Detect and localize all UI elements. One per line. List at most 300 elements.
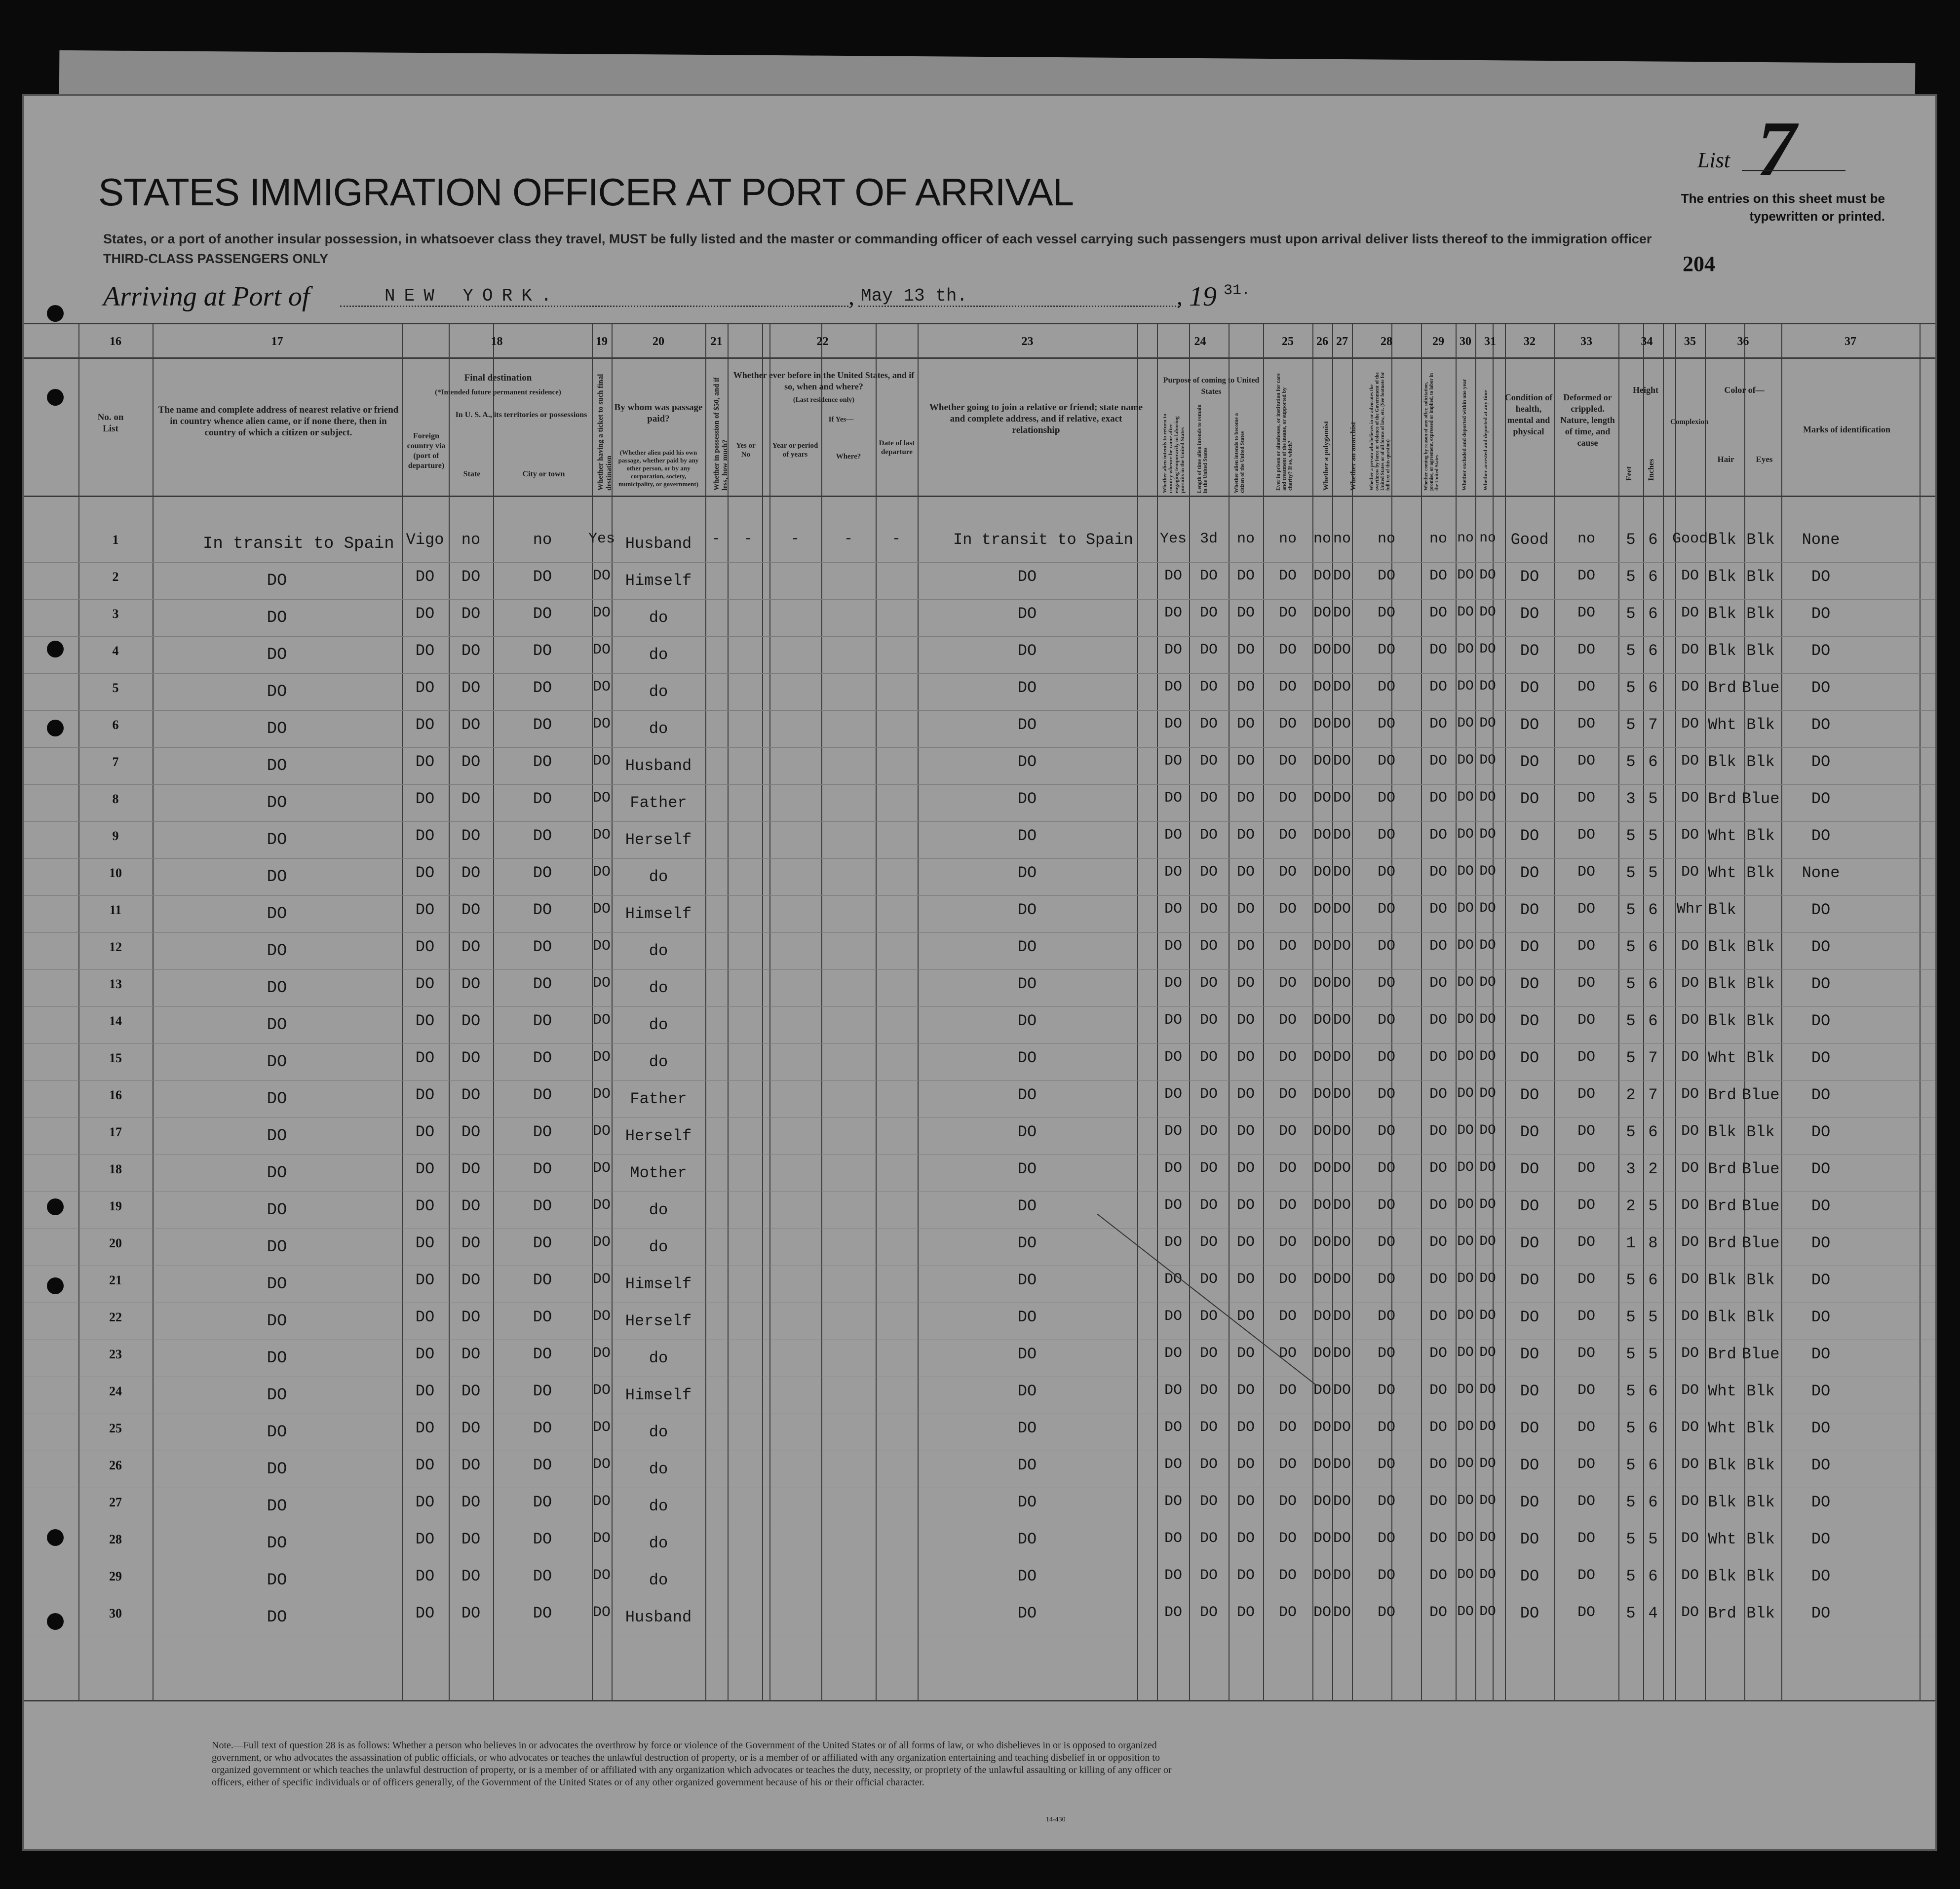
cell-p3: DO	[1236, 679, 1255, 695]
cell-in: 5	[1648, 790, 1658, 808]
cell-fc: DO	[415, 1012, 435, 1030]
cell-c26: DO	[1313, 1271, 1331, 1288]
cell-c29: DO	[1429, 1567, 1447, 1584]
cell-dfm: DO	[1577, 605, 1595, 621]
cell-c31: DO	[1479, 679, 1496, 694]
table-bottom-border	[24, 1700, 1935, 1701]
cell-tkt: DO	[592, 790, 611, 807]
cell-cmp: DO	[1681, 827, 1699, 844]
column-rule	[762, 323, 763, 1700]
cell-cmp: DO	[1681, 1493, 1699, 1510]
cell-join: DO	[1017, 716, 1037, 734]
cell-ft: 5	[1626, 679, 1636, 697]
cell-c29: DO	[1429, 568, 1447, 584]
cell-c31: DO	[1479, 1604, 1496, 1619]
cell-city: no	[533, 531, 552, 549]
cell-join: DO	[1017, 1160, 1037, 1178]
cell-c26: DO	[1313, 679, 1331, 695]
port-comma: ,	[848, 284, 854, 310]
cell-fc: DO	[415, 864, 435, 882]
row-rule	[24, 1043, 1935, 1044]
cell-fc: DO	[415, 790, 435, 808]
cell-p2: DO	[1199, 1086, 1218, 1103]
cell-tkt: DO	[592, 864, 611, 881]
cell-paid: Father	[630, 794, 687, 812]
row-number: 10	[109, 866, 122, 880]
cell-rel: DO	[267, 979, 287, 998]
cell-join: DO	[1017, 1197, 1037, 1215]
cell-p1: DO	[1164, 605, 1182, 621]
cell-p1: DO	[1164, 1160, 1182, 1177]
cell-paid: do	[649, 1534, 668, 1552]
page-number: 204	[1683, 252, 1715, 276]
cell-p2: DO	[1199, 864, 1218, 881]
cell-hlth: DO	[1520, 1530, 1539, 1548]
cell-c29: DO	[1429, 827, 1447, 844]
cell-city: DO	[533, 827, 552, 845]
cell-st: DO	[461, 1419, 481, 1437]
row-number: 25	[109, 1421, 122, 1435]
cell-hlth: DO	[1520, 1308, 1539, 1326]
column-rule	[153, 323, 154, 1700]
cell-p1: DO	[1164, 1382, 1182, 1399]
header-purpose-return: Whether alien intends to return to country whence he came after engaging temporarily in laboring pursuits in the United States	[1162, 414, 1186, 493]
cell-hair: Brd	[1708, 1604, 1736, 1622]
cell-c25: DO	[1278, 1234, 1297, 1251]
cell-p3: DO	[1236, 1123, 1255, 1140]
cell-c26: DO	[1313, 1604, 1331, 1621]
cell-p1: Yes	[1159, 531, 1187, 547]
cell-marks: DO	[1811, 568, 1831, 586]
cell-c30: DO	[1457, 975, 1474, 990]
cell-c27: DO	[1333, 568, 1351, 584]
column-number: 16	[110, 335, 121, 348]
header-color-of: Color of—	[1724, 385, 1765, 395]
cell-ft: 5	[1626, 1012, 1636, 1030]
cell-c25: DO	[1278, 1197, 1297, 1214]
cell-fc: DO	[415, 1604, 435, 1622]
page-title: STATES IMMIGRATION OFFICER AT PORT OF ARRIVAL	[98, 170, 1074, 214]
cell-eyes: Blk	[1746, 753, 1775, 771]
cell-c27: DO	[1333, 827, 1351, 844]
header-ticket: Whether having a ticket to such final destination	[597, 374, 613, 491]
header-passage-paid: By whom was passage paid?	[614, 402, 703, 424]
cell-join: DO	[1017, 1530, 1037, 1548]
cell-p1: DO	[1164, 679, 1182, 695]
cell-city: DO	[533, 1086, 552, 1104]
cell-p3: DO	[1236, 864, 1255, 881]
cell-marks: DO	[1811, 1493, 1831, 1511]
cell-p2: DO	[1199, 1604, 1218, 1621]
cell-c27: DO	[1333, 1345, 1351, 1362]
cell-in: 6	[1648, 531, 1658, 549]
cell-marks: DO	[1811, 1419, 1831, 1437]
cell-ft: 5	[1626, 568, 1636, 586]
cell-p3: DO	[1236, 1456, 1255, 1473]
cell-hlth: DO	[1520, 1049, 1539, 1067]
cell-ft: 2	[1626, 1086, 1636, 1104]
cell-c28: no	[1377, 531, 1395, 547]
cell-tkt: DO	[592, 975, 611, 992]
cell-paid: Herself	[625, 1127, 692, 1145]
cell-c28: DO	[1377, 1123, 1395, 1140]
cell-ft: 5	[1626, 827, 1636, 845]
column-number: 29	[1432, 335, 1444, 348]
cell-c28: DO	[1377, 1271, 1395, 1288]
cell-c29: DO	[1429, 1012, 1447, 1029]
cell-c31: DO	[1479, 1345, 1496, 1360]
cell-hlth: DO	[1520, 975, 1539, 993]
cell-hlth: Good	[1510, 531, 1549, 549]
cell-eyes: Blue	[1741, 1197, 1780, 1215]
cell-cmp: DO	[1681, 642, 1699, 658]
cell-c27: DO	[1333, 1530, 1351, 1547]
cell-c25: DO	[1278, 1382, 1297, 1399]
cell-city: DO	[533, 605, 552, 623]
cell-p1: DO	[1164, 1012, 1182, 1029]
cell-fc: DO	[415, 1456, 435, 1474]
cell-p3: DO	[1236, 1197, 1255, 1214]
cell-c28: DO	[1377, 1456, 1395, 1473]
cell-join: DO	[1017, 605, 1037, 623]
cell-c25: DO	[1278, 1012, 1297, 1029]
cell-c30: DO	[1457, 938, 1474, 953]
cell-eyes: Blk	[1746, 1604, 1775, 1622]
header-health: Condition of health, mental and physical	[1504, 392, 1553, 436]
cell-c31: DO	[1479, 716, 1496, 731]
cell-ft: 5	[1626, 975, 1636, 993]
cell-city: DO	[533, 716, 552, 734]
cell-rel: DO	[267, 1053, 287, 1072]
header-feet: Feet	[1625, 466, 1633, 481]
cell-ft: 5	[1626, 1419, 1636, 1437]
cell-p2: DO	[1199, 1456, 1218, 1473]
cell-eyes: Blue	[1741, 1345, 1780, 1363]
cell-c29: DO	[1429, 716, 1447, 732]
cell-city: DO	[533, 568, 552, 586]
cell-c30: DO	[1457, 753, 1474, 768]
cell-p2: 3d	[1199, 531, 1218, 547]
cell-p1: DO	[1164, 1308, 1182, 1325]
header-hair: Hair	[1717, 455, 1734, 464]
cell-c27: DO	[1333, 1493, 1351, 1510]
cell-p3: DO	[1236, 1345, 1255, 1362]
cell-rel: DO	[267, 794, 287, 812]
cell-dfm: DO	[1577, 938, 1595, 955]
cell-ft: 5	[1626, 901, 1636, 919]
cell-hair: Blk	[1708, 1271, 1736, 1289]
cell-p1: DO	[1164, 1271, 1182, 1288]
row-rule	[24, 969, 1935, 970]
cell-hlth: DO	[1520, 1419, 1539, 1437]
cell-paid: Himself	[625, 1386, 692, 1404]
cell-c30: DO	[1457, 1197, 1474, 1212]
cell-rel: DO	[267, 1460, 287, 1479]
cell-marks: DO	[1811, 1123, 1831, 1141]
row-rule	[24, 932, 1935, 933]
cell-p1: DO	[1164, 753, 1182, 770]
cell-p3: DO	[1236, 827, 1255, 844]
cell-st: DO	[461, 1160, 481, 1178]
column-number: 36	[1737, 335, 1749, 348]
cell-join: DO	[1017, 1012, 1037, 1030]
cell-c26: DO	[1313, 1308, 1331, 1325]
header-inches: Inches	[1647, 459, 1655, 481]
cell-p3: DO	[1236, 938, 1255, 955]
cell-in: 6	[1648, 753, 1658, 771]
cell-c29: DO	[1429, 1604, 1447, 1621]
row-number: 28	[109, 1532, 122, 1546]
cell-cmp: DO	[1681, 1308, 1699, 1325]
cell-tkt: DO	[592, 1419, 611, 1436]
header-deformed: Deformed or crippled. Nature, length of time, and cause	[1560, 392, 1615, 448]
cell-in: 5	[1648, 827, 1658, 845]
cell-paid: do	[649, 1349, 668, 1367]
header-relative-address: The name and complete address of nearest relative or friend in country whence alien came, or if none there, then in country of which a citizen or subject.	[158, 405, 399, 438]
cell-c25: DO	[1278, 753, 1297, 770]
cell-st: DO	[461, 1049, 481, 1067]
cell-p3: DO	[1236, 1086, 1255, 1103]
cell-st: DO	[461, 1086, 481, 1104]
cell-fc: DO	[415, 1123, 435, 1141]
cell-join: DO	[1017, 864, 1037, 882]
cell-cmp: Good	[1672, 531, 1708, 547]
cell-ft: 5	[1626, 753, 1636, 771]
cell-c29: DO	[1429, 975, 1447, 992]
cell-c25: DO	[1278, 642, 1297, 658]
cell-tkt: DO	[592, 1308, 611, 1325]
cell-in: 5	[1648, 1308, 1658, 1326]
cell-dfm: DO	[1577, 1197, 1595, 1214]
cell-paid: Himself	[625, 572, 692, 590]
cell-p1: DO	[1164, 1493, 1182, 1510]
header-previous-us-sub: (Last residence only)	[793, 396, 855, 404]
cell-in: 5	[1648, 1197, 1658, 1215]
row-number: 3	[112, 607, 119, 621]
cell-c26: DO	[1313, 901, 1331, 918]
cell-p2: DO	[1199, 1419, 1218, 1436]
cell-st: DO	[461, 1604, 481, 1622]
cell-eyes: Blk	[1746, 568, 1775, 586]
cell-in: 5	[1648, 1530, 1658, 1548]
header-state: State	[463, 470, 481, 478]
cell-p1: DO	[1164, 1049, 1182, 1066]
header-final-destination: Final destination	[464, 373, 532, 383]
cell-dfm: DO	[1577, 1604, 1595, 1621]
cell-c30: DO	[1457, 716, 1474, 731]
cell-dfm: DO	[1577, 716, 1595, 732]
cell-c31: DO	[1479, 568, 1496, 583]
cell-c26: DO	[1313, 1345, 1331, 1362]
cell-c26: DO	[1313, 1160, 1331, 1177]
cell-c26: DO	[1313, 605, 1331, 621]
port-label: Arriving at Port of	[103, 281, 310, 312]
cell-p3: DO	[1236, 1530, 1255, 1547]
cell-dfm: DO	[1577, 1012, 1595, 1029]
cell-eyes: Blk	[1746, 1308, 1775, 1326]
cell-c29: DO	[1429, 901, 1447, 918]
cell-c28: DO	[1377, 790, 1395, 807]
cell-c31: DO	[1479, 1197, 1496, 1212]
cell-tkt: DO	[592, 1567, 611, 1584]
cell-city: DO	[533, 1123, 552, 1141]
cell-dfm: DO	[1577, 1530, 1595, 1547]
row-number: 17	[109, 1125, 122, 1139]
cell-c26: DO	[1313, 568, 1331, 584]
cell-c27: DO	[1333, 1419, 1351, 1436]
cell-c30: DO	[1457, 642, 1474, 657]
column-rule	[876, 323, 877, 1700]
list-number: 7	[1757, 105, 1796, 193]
cell-dfm: DO	[1577, 1160, 1595, 1177]
cell-p1: DO	[1164, 716, 1182, 732]
cell-c30: DO	[1457, 1123, 1474, 1138]
cell-fc: DO	[415, 1493, 435, 1511]
cell-c25: DO	[1278, 864, 1297, 881]
cell-paid: do	[649, 646, 668, 664]
cell-in: 6	[1648, 901, 1658, 919]
cell-hair: Blk	[1708, 568, 1736, 586]
header-labor-offer: Whether coming by reason of any offer, solicitation, promise, or agreement, expressed or implied, to labor in the United States	[1423, 373, 1440, 491]
cell-tkt: DO	[592, 827, 611, 844]
cell-c28: DO	[1377, 568, 1395, 584]
cell-c27: DO	[1333, 1012, 1351, 1029]
cell-dfm: DO	[1577, 1382, 1595, 1399]
cell-hair: Blk	[1708, 1123, 1736, 1141]
cell-tkt: DO	[592, 605, 611, 621]
cell-c25: DO	[1278, 1123, 1297, 1140]
cell-cmp: DO	[1681, 1419, 1699, 1436]
cell-dfm: DO	[1577, 642, 1595, 658]
cell-p2: DO	[1199, 642, 1218, 658]
cell-st: no	[461, 531, 481, 549]
cell-p2: DO	[1199, 938, 1218, 955]
column-number: 30	[1460, 335, 1471, 348]
cell-rel: DO	[267, 1312, 287, 1331]
cell-eyes: Blk	[1746, 1123, 1775, 1141]
cell-st: DO	[461, 1493, 481, 1511]
column-number: 24	[1194, 335, 1206, 348]
cell-hair: Wht	[1708, 1049, 1736, 1067]
cell-ft: 5	[1626, 1049, 1636, 1067]
cell-p2: DO	[1199, 1345, 1218, 1362]
cell-fc: DO	[415, 938, 435, 956]
cell-cmp: DO	[1681, 1271, 1699, 1288]
cell-hair: Wht	[1708, 1530, 1736, 1548]
cell-eyes: Blk	[1746, 1049, 1775, 1067]
cell-city: DO	[533, 1160, 552, 1178]
cell-in: 6	[1648, 1567, 1658, 1585]
cell-dfm: DO	[1577, 1271, 1595, 1288]
cell-c29: DO	[1429, 938, 1447, 955]
cell-city: DO	[533, 1493, 552, 1511]
cell-marks: DO	[1811, 605, 1831, 623]
cell-c26: DO	[1313, 864, 1331, 881]
cell-join: DO	[1017, 1567, 1037, 1585]
cell-cmp: DO	[1681, 938, 1699, 955]
punch-hole	[47, 1613, 64, 1630]
cell-city: DO	[533, 1012, 552, 1030]
cell-cmp: DO	[1681, 1049, 1699, 1066]
cell-eyes: Blue	[1741, 679, 1780, 697]
cell-paid: do	[649, 942, 668, 960]
cell-c28: DO	[1377, 1049, 1395, 1066]
column-rule	[705, 323, 706, 1700]
cell-p2: DO	[1199, 1567, 1218, 1584]
cell-hlth: DO	[1520, 1345, 1539, 1363]
cell-c30: DO	[1457, 1419, 1474, 1434]
table-top-border	[24, 323, 1935, 324]
cell-st: DO	[461, 1308, 481, 1326]
header-if-yes: If Yes—	[828, 416, 854, 424]
cell-ft: 5	[1626, 1456, 1636, 1474]
cell-c30: DO	[1457, 864, 1474, 879]
cell-hair: Blk	[1708, 1567, 1736, 1585]
cell-hair: Brd	[1708, 1345, 1736, 1363]
cell-p3: DO	[1236, 1049, 1255, 1066]
cell-tkt: DO	[592, 938, 611, 955]
cell-p1: DO	[1164, 1456, 1182, 1473]
cell-p2: DO	[1199, 1308, 1218, 1325]
cell-dfm: DO	[1577, 1345, 1595, 1362]
cell-p3: DO	[1236, 1382, 1255, 1399]
cell-c29: DO	[1429, 753, 1447, 770]
cell-rel: DO	[267, 1127, 287, 1146]
header-list-number: No. on List	[97, 412, 124, 434]
row-rule	[24, 636, 1935, 637]
cell-c26: DO	[1313, 975, 1331, 992]
cell-hair: Wht	[1708, 1382, 1736, 1400]
cell-c28: DO	[1377, 1493, 1395, 1510]
cell-c29: DO	[1429, 1049, 1447, 1066]
cell-c26: DO	[1313, 1086, 1331, 1103]
cell-join: DO	[1017, 1308, 1037, 1326]
cell-eyes: Blk	[1746, 938, 1775, 956]
cell-c27: DO	[1333, 716, 1351, 732]
cell-c31: DO	[1479, 1382, 1496, 1397]
cell-p1: DO	[1164, 1086, 1182, 1103]
cell-tkt: DO	[592, 1123, 611, 1140]
cell-c27: DO	[1333, 1049, 1351, 1066]
cell-p2: DO	[1199, 605, 1218, 621]
cell-p3: DO	[1236, 716, 1255, 732]
cell-c28: DO	[1377, 605, 1395, 621]
cell-fc: DO	[415, 1234, 435, 1252]
cell-c26: DO	[1313, 1567, 1331, 1584]
cell-hlth: DO	[1520, 1456, 1539, 1474]
cell-hlth: DO	[1520, 790, 1539, 808]
row-number: 19	[109, 1199, 122, 1213]
cell-city: DO	[533, 1308, 552, 1326]
cell-hair: Blk	[1708, 753, 1736, 771]
cell-dfm: DO	[1577, 1456, 1595, 1473]
cell-c26: DO	[1313, 1234, 1331, 1251]
punch-hole	[47, 305, 64, 322]
cell-hair: Brd	[1708, 1234, 1736, 1252]
cell-c30: DO	[1457, 1012, 1474, 1027]
cell-ft: 3	[1626, 1160, 1636, 1178]
cell-marks: DO	[1811, 1530, 1831, 1548]
cell-eyes: Blk	[1746, 1012, 1775, 1030]
cell-cmp: DO	[1681, 1567, 1699, 1584]
cell-c30: DO	[1457, 1234, 1474, 1249]
cell-in: 6	[1648, 1012, 1658, 1030]
row-number: 2	[112, 570, 119, 584]
cell-tkt: DO	[592, 1493, 611, 1510]
cell-eyes: Blk	[1746, 1382, 1775, 1400]
punch-hole	[47, 1529, 64, 1546]
cell-cmp: DO	[1681, 1012, 1699, 1029]
